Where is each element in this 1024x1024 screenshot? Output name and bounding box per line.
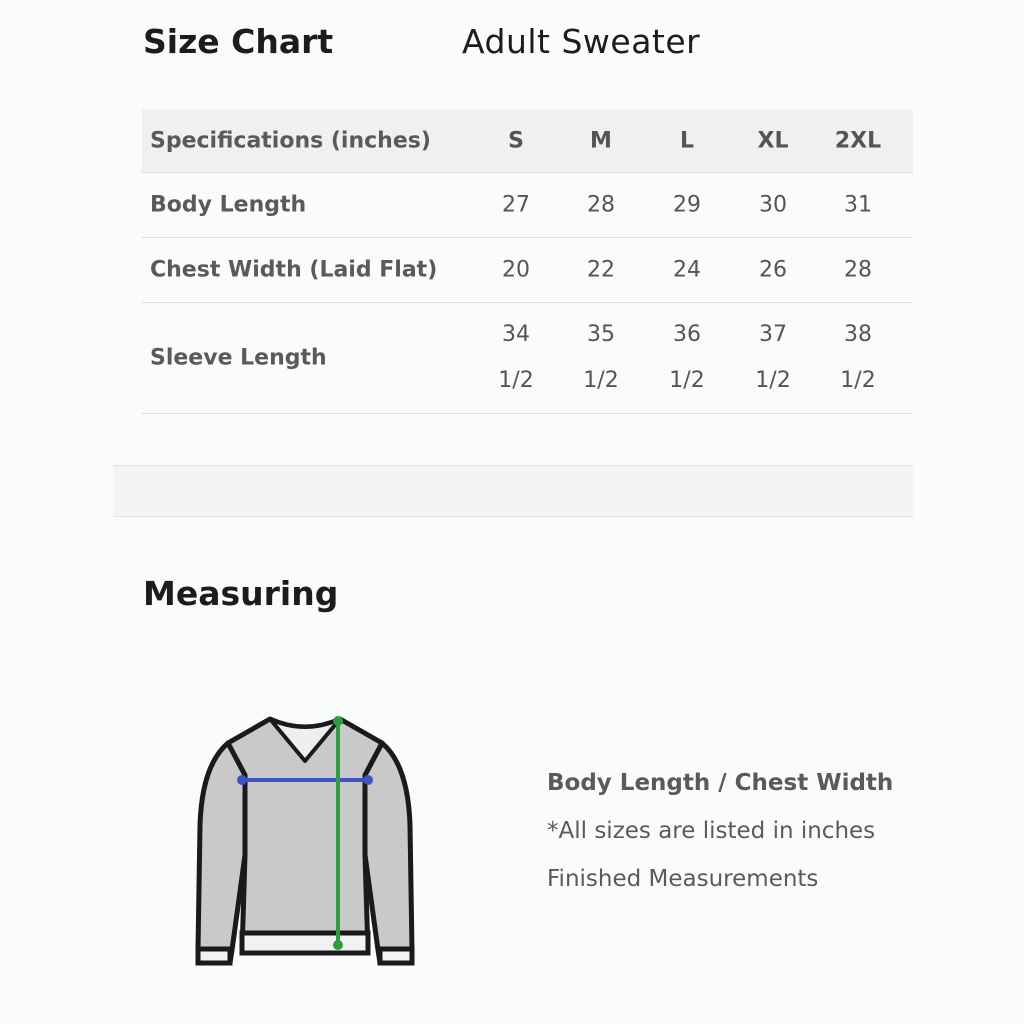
row-label: Chest Width (Laid Flat)	[150, 257, 438, 283]
left-cuff	[198, 949, 230, 963]
value-fraction: 1/2	[755, 368, 791, 393]
value-whole: 37	[759, 322, 787, 347]
table-cell	[733, 312, 813, 404]
finished-note: Finished Measurements	[547, 866, 819, 892]
table-cell: 30	[759, 192, 787, 218]
size-header-l: L	[679, 128, 695, 153]
table-row-body-length	[142, 173, 913, 238]
spec-header: Specifications (inches)	[150, 128, 431, 153]
table-cell	[476, 312, 556, 404]
left-sleeve	[198, 743, 245, 963]
size-chart-title: Size Chart	[143, 22, 334, 61]
right-sleeve	[365, 743, 412, 963]
size-header-2xl: 2XL	[834, 128, 882, 153]
value-fraction: 1/2	[498, 368, 534, 393]
table-cell: 24	[673, 257, 701, 283]
divider-band	[113, 465, 913, 517]
table-header-row	[142, 109, 913, 173]
sweater-diagram-icon	[190, 705, 420, 975]
table-cell: 27	[502, 192, 530, 218]
size-table	[142, 109, 913, 414]
value-fraction: 1/2	[583, 368, 619, 393]
value-whole: 36	[673, 322, 701, 347]
table-cell: 29	[673, 192, 701, 218]
product-title: Adult Sweater	[462, 22, 701, 61]
measuring-title: Measuring	[143, 574, 339, 613]
table-row-chest-width	[142, 238, 913, 303]
row-label: Sleeve Length	[150, 345, 327, 371]
size-header-s: S	[508, 128, 524, 153]
table-cell	[647, 312, 727, 404]
units-note: *All sizes are listed in inches	[547, 818, 876, 844]
table-cell	[818, 312, 898, 404]
value-whole: 35	[587, 322, 615, 347]
size-header-m: M	[590, 128, 612, 153]
table-row-sleeve-length	[142, 303, 913, 414]
table-cell: 26	[759, 257, 787, 283]
table-cell	[561, 312, 641, 404]
table-cell: 28	[587, 192, 615, 218]
row-label: Body Length	[150, 192, 307, 218]
value-whole: 34	[502, 322, 530, 347]
table-cell: 22	[587, 257, 615, 283]
waistband	[242, 933, 368, 953]
measurement-legend: Body Length / Chest Width	[547, 770, 894, 796]
value-fraction: 1/2	[669, 368, 705, 393]
right-cuff	[380, 949, 412, 963]
table-cell: 20	[502, 257, 530, 283]
value-fraction: 1/2	[840, 368, 876, 393]
size-header-xl: XL	[757, 128, 789, 153]
value-whole: 38	[844, 322, 872, 347]
table-cell: 31	[844, 192, 872, 218]
table-cell: 28	[844, 257, 872, 283]
measuring-info	[547, 770, 947, 902]
